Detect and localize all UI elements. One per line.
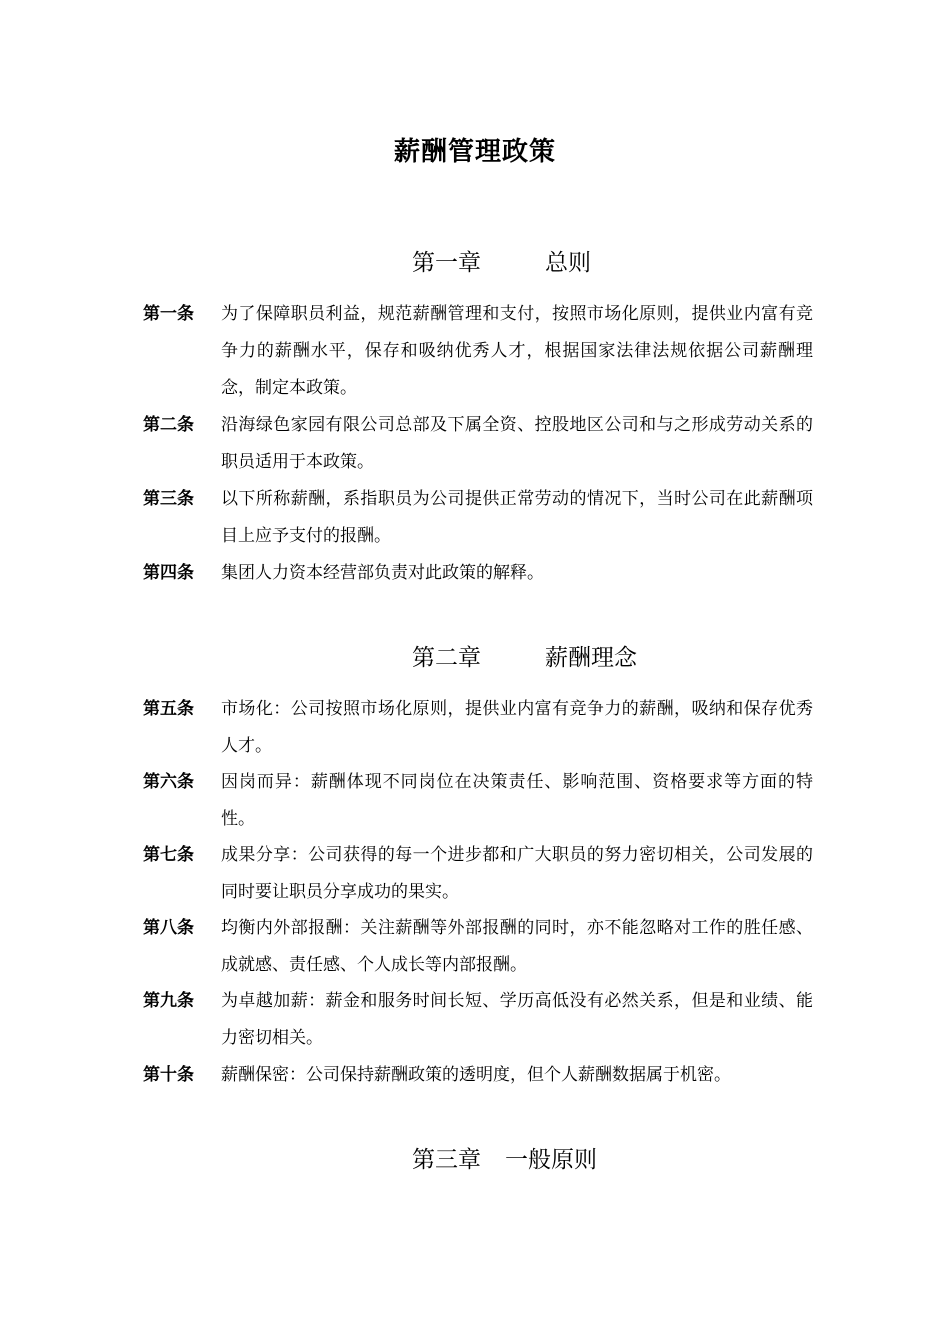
article-text: 薪酬保密：公司保持薪酬政策的透明度，但个人薪酬数据属于机密。 xyxy=(221,1065,731,1085)
article-text: 成果分享：公司获得的每一个进步都和广大职员的努力密切相关，公司发展的同时要让职员分享成功的果实。 xyxy=(221,845,813,902)
article-text: 以下所称薪酬，系指职员为公司提供正常劳动的情况下，当时公司在此薪酬项目上应予支付的报酬。 xyxy=(221,489,813,546)
document-title: 薪酬管理政策 xyxy=(393,137,556,167)
chapter-name: 总则 xyxy=(545,250,591,276)
article-label: 第七条 xyxy=(143,845,194,865)
article-text: 为卓越加薪：薪金和服务时间长短、学历高低没有必然关系，但是和业绩、能力密切相关。 xyxy=(221,991,813,1048)
article-label: 第五条 xyxy=(143,699,194,719)
article-label: 第一条 xyxy=(143,304,194,324)
chapter-heading-3 xyxy=(412,1140,597,1180)
article-label: 第八条 xyxy=(143,918,194,938)
chapter-number: 第一章 xyxy=(412,250,481,276)
article-text: 沿海绿色家园有限公司总部及下属全资、控股地区公司和与之形成劳动关系的职员适用于本政策。 xyxy=(221,415,813,472)
chapter-name: 薪酬理念 xyxy=(545,645,637,671)
chapter-number: 第三章 xyxy=(412,1147,481,1173)
chapter-heading-2 xyxy=(412,638,637,678)
article-text: 为了保障职员利益，规范薪酬管理和支付，按照市场化原则，提供业内富有竞争力的薪酬水平，保存和吸纳优秀人才，根据国家法律法规依据公司薪酬理念，制定本政策。 xyxy=(221,304,813,398)
article-label: 第三条 xyxy=(143,489,194,509)
article-label: 第六条 xyxy=(143,772,194,792)
chapter-number: 第二章 xyxy=(412,645,481,671)
article-text: 集团人力资本经营部负责对此政策的解释。 xyxy=(221,563,544,583)
chapter-heading-1 xyxy=(412,243,591,283)
article-text: 市场化：公司按照市场化原则，提供业内富有竞争力的薪酬，吸纳和保存优秀人才。 xyxy=(221,699,813,756)
article-label: 第九条 xyxy=(143,991,194,1011)
article-text: 因岗而异：薪酬体现不同岗位在决策责任、影响范围、资格要求等方面的特性。 xyxy=(221,772,813,829)
article-text: 均衡内外部报酬：关注薪酬等外部报酬的同时，亦不能忽略对工作的胜任感、成就感、责任感、个人成长等内部报酬。 xyxy=(221,918,813,975)
article-label: 第四条 xyxy=(143,563,194,583)
article-label: 第十条 xyxy=(143,1065,194,1085)
article-label: 第二条 xyxy=(143,415,194,435)
chapter-name: 一般原则 xyxy=(505,1147,597,1173)
